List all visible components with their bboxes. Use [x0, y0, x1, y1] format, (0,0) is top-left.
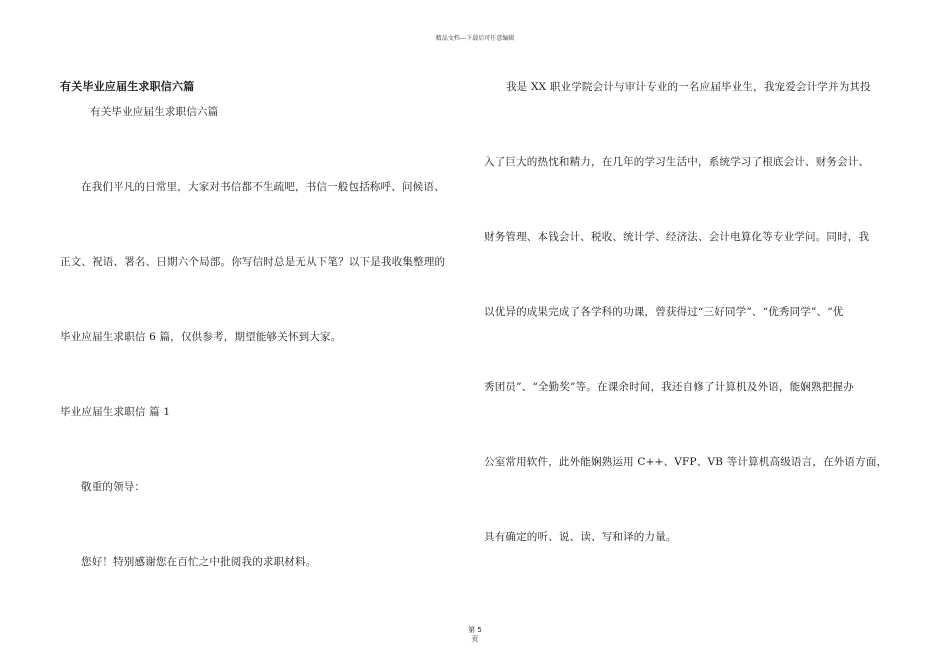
page-number-top: 第 5 — [468, 626, 482, 634]
body-paragraph-line: 秀团员”、“全勤奖”等。在课余时间，我还自修了计算机及外语，能娴熟把握办 — [484, 381, 854, 393]
intro-paragraph-line: 正文、祝语、署名、日期六个局部。你写信时总是无从下笔？以下是我收集整理的 — [60, 256, 446, 268]
right-column — [484, 0, 894, 672]
left-column — [60, 0, 470, 672]
body-paragraph-line: 我是 XX 职业学院会计与审计专业的一名应届毕业生，我宠爱会计学并为其投 — [506, 81, 871, 93]
letter-greeting: 敬重的领导： — [81, 481, 146, 493]
page-number — [0, 626, 950, 644]
body-paragraph-line: 财务管理、本钱会计、税收、统计学、经济法、会计电算化等专业学问。同时，我 — [484, 231, 870, 243]
letter-opening: 您好！特别感谢您在百忙之中批阅我的求职材料。 — [81, 556, 317, 568]
body-paragraph-line: 以优异的成果完成了各学科的功课，曾获得过“三好同学”、“优秀同学”、“优 — [484, 306, 844, 318]
body-paragraph-line: 公室常用软件，此外能娴熟运用 C++、VFP、VB 等计算机高级语言，在外语方面， — [484, 456, 888, 468]
body-paragraph-line: 具有确定的听、说、读、写和译的力量。 — [484, 531, 677, 543]
intro-paragraph-line: 毕业应届生求职信 6 篇，仅供参考，期望能够关怀到大家。 — [60, 331, 342, 343]
document-subtitle: 有关毕业应届生求职信六篇 — [90, 106, 219, 118]
body-paragraph-line: 入了巨大的热忱和精力，在几年的学习生活中，系统学习了根底会计、财务会计、 — [484, 156, 870, 168]
document-title: 有关毕业应届生求职信六篇 — [60, 80, 195, 93]
intro-paragraph-line: 在我们平凡的日常里，大家对书信都不生疏吧，书信一般包括称呼、问候语、 — [81, 181, 445, 193]
section-heading: 毕业应届生求职信 篇 1 — [60, 406, 171, 418]
header-note: 精品文档---下载后可任意编辑 — [435, 35, 515, 42]
page-number-bottom: 页 — [471, 635, 479, 643]
